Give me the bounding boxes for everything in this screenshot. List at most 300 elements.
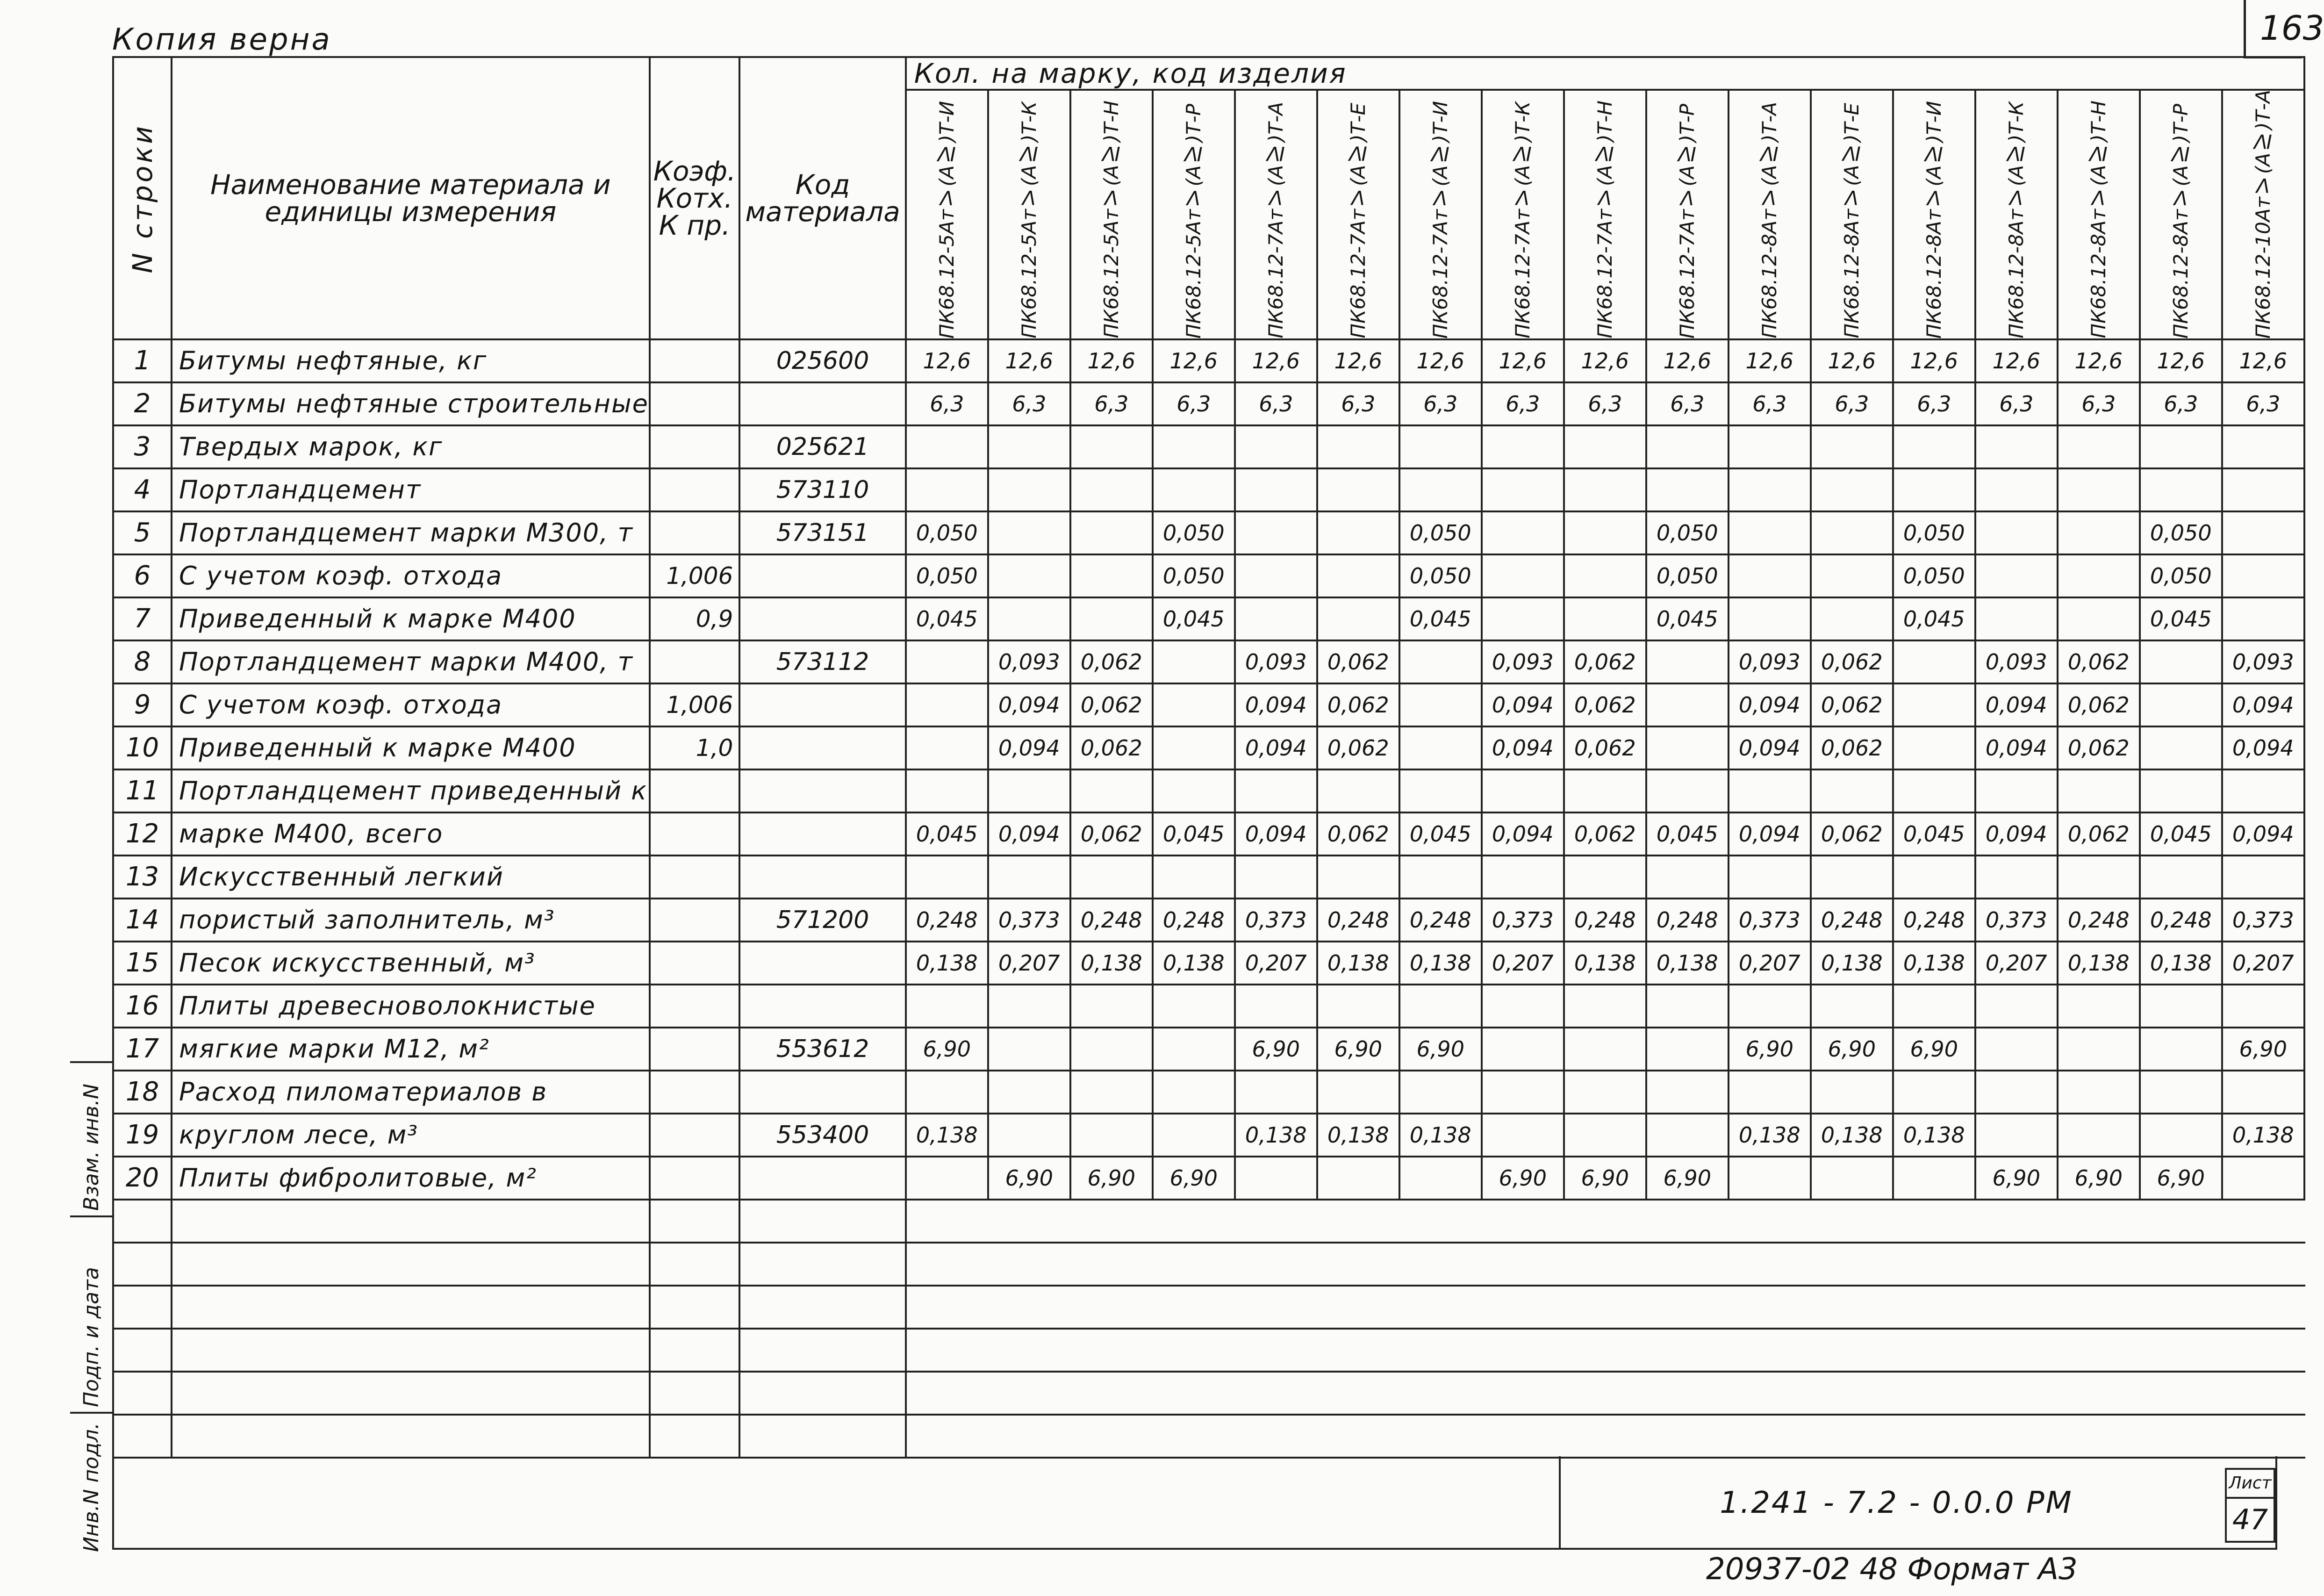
coefficient-header-text: Коэф. Котх. К пр. [653, 155, 736, 241]
quantity-cell: 0,062 [2058, 812, 2140, 856]
quantity-cell: 0,050 [906, 511, 988, 554]
quantity-cell: 12,6 [1893, 339, 1975, 382]
empty-cell [172, 1243, 650, 1286]
quantity-cell: 0,207 [988, 942, 1070, 985]
quantity-cell [1729, 1071, 1811, 1114]
quantity-cell [1646, 468, 1729, 511]
empty-cell [988, 1415, 1070, 1458]
quantity-cell [1399, 1071, 1482, 1114]
quantity-cell [1564, 985, 1646, 1028]
quantity-cell: 0,094 [1975, 812, 2058, 856]
quantity-cell: 0,045 [1893, 812, 1975, 856]
material-name-cell: Приведенный к марке М400 [172, 597, 650, 640]
quantity-cell: 0,050 [1153, 554, 1235, 597]
quantity-cell: 6,3 [1317, 382, 1399, 425]
row-number-cell: 20 [113, 1157, 172, 1200]
quantity-cell: 0,248 [2140, 899, 2222, 942]
quantity-cell: 0,248 [1399, 899, 1482, 942]
empty-cell [1646, 1243, 1729, 1286]
quantity-cell: 0,094 [1729, 812, 1811, 856]
empty-table-row [113, 1243, 2304, 1286]
stamp-divider [70, 1412, 112, 1414]
quantity-cell [2058, 1114, 2140, 1157]
quantity-cell [1317, 425, 1399, 468]
empty-cell [1811, 1200, 1893, 1243]
material-code-cell: 553400 [739, 1114, 905, 1157]
quantity-cell [2058, 597, 2140, 640]
quantity-cell: 0,045 [1399, 597, 1482, 640]
quantity-cell [1399, 856, 1482, 899]
quantity-cell [1729, 769, 1811, 812]
quantity-cell [1975, 425, 2058, 468]
quantity-cell: 0,062 [1070, 683, 1153, 726]
empty-cell [988, 1329, 1070, 1372]
empty-cell [1975, 1200, 2058, 1243]
quantity-cell [1893, 856, 1975, 899]
quantity-cell: 0,138 [1317, 942, 1399, 985]
quantity-cell [2140, 683, 2222, 726]
quantity-cell [1811, 425, 1893, 468]
empty-cell [1893, 1286, 1975, 1329]
material-code-cell: 553612 [739, 1028, 905, 1071]
empty-cell [1317, 1329, 1399, 1372]
quantity-cell: 0,045 [1153, 597, 1235, 640]
material-code-cell [739, 1071, 905, 1114]
empty-cell [1564, 1286, 1646, 1329]
quantity-cell: 0,093 [1482, 640, 1564, 683]
quantity-cell [1153, 1114, 1235, 1157]
quantity-cell: 12,6 [1482, 339, 1564, 382]
material-code-cell [739, 769, 905, 812]
quantity-cell: 0,050 [1893, 511, 1975, 554]
quantity-cell: 0,138 [1811, 1114, 1893, 1157]
quantity-cell: 0,138 [1070, 942, 1153, 985]
quantity-cell: 0,094 [988, 812, 1070, 856]
material-code-cell [739, 382, 905, 425]
empty-cell [739, 1243, 905, 1286]
empty-cell [1729, 1329, 1811, 1372]
quantity-cell [1235, 554, 1317, 597]
quantity-cell [988, 597, 1070, 640]
quantity-cell [1482, 985, 1564, 1028]
quantity-cell [1482, 1114, 1564, 1157]
quantity-cell: 0,050 [1893, 554, 1975, 597]
quantity-cell [906, 985, 988, 1028]
empty-cell [906, 1200, 988, 1243]
row-number-cell: 4 [113, 468, 172, 511]
product-code-header [1153, 90, 1235, 339]
product-code-header-text: ПК68.12-7АтⅤ(АⅣ)Т-К [1511, 101, 1534, 338]
quantity-cell: 0,207 [2222, 942, 2304, 985]
empty-cell [1070, 1286, 1153, 1329]
row-number-cell: 3 [113, 425, 172, 468]
empty-cell [172, 1372, 650, 1415]
sheet-box [2225, 1468, 2275, 1543]
quantity-cell [2222, 597, 2304, 640]
empty-cell [1153, 1200, 1235, 1243]
material-code-cell [739, 597, 905, 640]
row-number-cell: 9 [113, 683, 172, 726]
quantity-cell [1729, 1157, 1811, 1200]
quantity-cell [1646, 1114, 1729, 1157]
material-code-header [739, 57, 905, 339]
quantity-cell [1235, 511, 1317, 554]
quantity-cell: 6,3 [2140, 382, 2222, 425]
table-row [113, 554, 2304, 597]
empty-cell [739, 1200, 905, 1243]
quantity-cell [2140, 468, 2222, 511]
quantity-cell [1153, 985, 1235, 1028]
empty-cell [2058, 1200, 2140, 1243]
quantity-cell [1399, 425, 1482, 468]
table-row [113, 769, 2304, 812]
quantity-cell [1646, 726, 1729, 769]
quantity-cell: 0,062 [2058, 726, 2140, 769]
material-code-cell [739, 1157, 905, 1200]
material-name-cell: Искусственный легкий [172, 856, 650, 899]
quantity-cell: 0,248 [1564, 899, 1646, 942]
quantity-cell [1811, 468, 1893, 511]
quantity-cell: 0,093 [1975, 640, 2058, 683]
table-row [113, 1114, 2304, 1157]
materials-table [112, 56, 2305, 1459]
product-code-header-text: ПК68.12-5АтⅤ(АⅣ)Т-К [1017, 101, 1040, 338]
row-number-cell: 7 [113, 597, 172, 640]
empty-cell [1564, 1243, 1646, 1286]
quantity-cell [1399, 468, 1482, 511]
quantity-cell [1399, 985, 1482, 1028]
quantity-cell [1153, 425, 1235, 468]
empty-cell [2058, 1415, 2140, 1458]
quantity-cell [1153, 856, 1235, 899]
material-code-cell: 573112 [739, 640, 905, 683]
quantity-cell [2140, 769, 2222, 812]
quantity-cell: 6,3 [1482, 382, 1564, 425]
empty-cell [1646, 1286, 1729, 1329]
quantity-cell [1070, 1114, 1153, 1157]
quantity-cell: 0,094 [1975, 683, 2058, 726]
quantity-cell: 6,90 [1070, 1157, 1153, 1200]
quantity-cell [1975, 468, 2058, 511]
row-number-header-text: N строки [126, 123, 158, 273]
quantity-cell [1235, 1157, 1317, 1200]
table-row [113, 683, 2304, 726]
empty-cell [739, 1329, 905, 1372]
quantity-cell [906, 856, 988, 899]
table-row [113, 726, 2304, 769]
empty-cell [1646, 1415, 1729, 1458]
row-number-cell: 19 [113, 1114, 172, 1157]
quantity-cell [906, 726, 988, 769]
empty-cell [650, 1200, 740, 1243]
quantity-cell [1729, 425, 1811, 468]
quantity-cell [1811, 1157, 1893, 1200]
empty-cell [1235, 1372, 1317, 1415]
coefficient-cell [650, 985, 740, 1028]
coefficient-cell [650, 899, 740, 942]
quantity-cell: 0,062 [1811, 726, 1893, 769]
quantity-cell [1564, 554, 1646, 597]
empty-cell [1317, 1200, 1399, 1243]
product-code-header-text: ПК68.12-10АтⅤ(АⅣ)Т-А [2251, 89, 2274, 338]
empty-cell [1317, 1243, 1399, 1286]
material-code-header-text: Код материала [745, 169, 900, 228]
empty-cell [1975, 1243, 2058, 1286]
quantity-cell: 0,248 [1070, 899, 1153, 942]
empty-cell [2058, 1286, 2140, 1329]
quantity-cell [988, 554, 1070, 597]
table-row [113, 425, 2304, 468]
quantity-cell [1153, 769, 1235, 812]
empty-table-row [113, 1200, 2304, 1243]
quantity-cell [1482, 1071, 1564, 1114]
quantity-cell [1482, 468, 1564, 511]
empty-cell [1482, 1286, 1564, 1329]
document-code-box [1559, 1456, 2232, 1550]
empty-cell [1399, 1329, 1482, 1372]
empty-cell [906, 1329, 988, 1372]
material-name-cell: Плиты фибролитовые, м² [172, 1157, 650, 1200]
quantity-cell: 0,248 [2058, 899, 2140, 942]
quantity-cell: 0,062 [2058, 683, 2140, 726]
row-number-cell: 12 [113, 812, 172, 856]
quantity-cell [1975, 769, 2058, 812]
empty-cell [650, 1329, 740, 1372]
quantity-cell [1070, 597, 1153, 640]
table-row [113, 511, 2304, 554]
quantity-cell: 0,062 [1317, 640, 1399, 683]
quantity-cell [1235, 985, 1317, 1028]
product-code-header [1646, 90, 1729, 339]
quantity-cell [1070, 511, 1153, 554]
quantity-cell [1399, 640, 1482, 683]
table-row [113, 899, 2304, 942]
quantity-cell: 12,6 [1235, 339, 1317, 382]
quantity-cell [906, 425, 988, 468]
material-code-cell [739, 942, 905, 985]
quantity-cell [2140, 726, 2222, 769]
table-row [113, 1157, 2304, 1200]
coefficient-cell [650, 382, 740, 425]
quantity-cell [1975, 511, 2058, 554]
empty-cell [2222, 1286, 2304, 1329]
quantity-cell [1564, 769, 1646, 812]
quantity-cell [1235, 425, 1317, 468]
empty-cell [906, 1372, 988, 1415]
quantity-cell [1153, 1071, 1235, 1114]
coefficient-header [650, 57, 740, 339]
empty-cell [739, 1372, 905, 1415]
quantity-cell: 0,093 [2222, 640, 2304, 683]
quantity-cell: 12,6 [2222, 339, 2304, 382]
quantity-cell: 0,050 [1153, 511, 1235, 554]
quantity-cell: 6,3 [2058, 382, 2140, 425]
quantity-cell: 0,138 [1317, 1114, 1399, 1157]
quantity-cell [906, 468, 988, 511]
quantity-cell [906, 1071, 988, 1114]
quantity-cell: 0,094 [1729, 683, 1811, 726]
sheet-number: 163 [2260, 8, 2324, 48]
quantity-cell [1482, 425, 1564, 468]
empty-cell [2058, 1243, 2140, 1286]
coefficient-cell [650, 1157, 740, 1200]
copy-certified-note: Копия верна [112, 22, 332, 57]
quantity-cell: 0,138 [1646, 942, 1729, 985]
quantity-cell [1646, 769, 1729, 812]
quantity-cell [1893, 726, 1975, 769]
empty-cell [1399, 1243, 1482, 1286]
quantity-cell: 0,050 [2140, 554, 2222, 597]
empty-cell [1482, 1329, 1564, 1372]
empty-cell [113, 1243, 172, 1286]
quantity-cell: 0,248 [1153, 899, 1235, 942]
empty-cell [1564, 1372, 1646, 1415]
quantity-cell: 0,050 [1646, 554, 1729, 597]
quantity-cell: 0,138 [2222, 1114, 2304, 1157]
quantity-cell [1317, 468, 1399, 511]
quantity-cell: 12,6 [1975, 339, 2058, 382]
quantity-cell [988, 1114, 1070, 1157]
quantity-cell: 12,6 [1646, 339, 1729, 382]
quantity-cell [1317, 1071, 1399, 1114]
document-code: 1.241 - 7.2 - 0.0.0 РМ [1720, 1486, 2073, 1520]
quantity-cell [988, 856, 1070, 899]
quantity-cell: 0,062 [2058, 640, 2140, 683]
quantity-cell [1646, 640, 1729, 683]
quantity-cell [1975, 554, 2058, 597]
quantity-cell [2222, 985, 2304, 1028]
product-code-header-text: ПК68.12-5АтⅤ(АⅣ)Т-Р [1182, 103, 1205, 338]
product-code-header [2058, 90, 2140, 339]
empty-cell [1153, 1372, 1235, 1415]
row-number-cell: 15 [113, 942, 172, 985]
coefficient-cell [650, 425, 740, 468]
stamp-replacement-label: Взам. инв.N [79, 1084, 103, 1211]
quantity-cell [988, 468, 1070, 511]
row-number-cell: 17 [113, 1028, 172, 1071]
quantity-cell [1975, 1028, 2058, 1071]
empty-cell [1893, 1243, 1975, 1286]
material-name-cell: Битумы нефтяные, кг [172, 339, 650, 382]
coefficient-cell [650, 339, 740, 382]
empty-cell [988, 1200, 1070, 1243]
quantity-cell: 12,6 [988, 339, 1070, 382]
table-row [113, 468, 2304, 511]
empty-cell [1317, 1372, 1399, 1415]
product-code-header-text: ПК68.12-7АтⅤ(АⅣ)Т-А [1264, 102, 1287, 338]
product-code-header [1482, 90, 1564, 339]
quantity-cell [1235, 597, 1317, 640]
quantity-cell: 0,062 [1317, 726, 1399, 769]
empty-cell [1482, 1372, 1564, 1415]
quantity-cell [1399, 683, 1482, 726]
quantity-cell: 0,138 [1893, 942, 1975, 985]
quantity-cell: 6,3 [1975, 382, 2058, 425]
material-code-cell: 573151 [739, 511, 905, 554]
quantity-cell [2058, 425, 2140, 468]
quantity-cell: 0,050 [1399, 554, 1482, 597]
table-row [113, 1071, 2304, 1114]
quantity-cell: 6,90 [1811, 1028, 1893, 1071]
quantity-cell: 0,138 [1235, 1114, 1317, 1157]
product-code-header [1317, 90, 1399, 339]
quantity-cell: 0,045 [1646, 597, 1729, 640]
table-body [113, 339, 2304, 1458]
quantity-cell: 0,062 [1317, 812, 1399, 856]
empty-cell [650, 1243, 740, 1286]
quantity-cell: 0,062 [1564, 640, 1646, 683]
material-name-cell: Плиты древесноволокнистые [172, 985, 650, 1028]
quantity-cell: 0,138 [1729, 1114, 1811, 1157]
row-number-cell: 10 [113, 726, 172, 769]
quantity-cell: 0,138 [1399, 942, 1482, 985]
quantity-cell [1893, 985, 1975, 1028]
empty-cell [2222, 1415, 2304, 1458]
quantity-cell [988, 1028, 1070, 1071]
material-code-cell: 025600 [739, 339, 905, 382]
empty-cell [650, 1415, 740, 1458]
quantity-cell: 0,050 [2140, 511, 2222, 554]
coefficient-cell [650, 511, 740, 554]
quantity-cell [2222, 1157, 2304, 1200]
quantity-cell [1893, 683, 1975, 726]
product-code-header [1975, 90, 2058, 339]
empty-cell [1235, 1286, 1317, 1329]
quantity-cell [1564, 425, 1646, 468]
quantity-cell: 0,094 [2222, 812, 2304, 856]
table-row [113, 382, 2304, 425]
coefficient-cell [650, 942, 740, 985]
quantity-cell: 6,90 [1482, 1157, 1564, 1200]
quantity-cell: 6,3 [2222, 382, 2304, 425]
row-number-cell: 18 [113, 1071, 172, 1114]
quantity-cell [1811, 597, 1893, 640]
material-name-header-text: Наименование материала и единицы измерения [210, 169, 611, 228]
quantity-cell [1317, 1157, 1399, 1200]
quantity-cell: 0,062 [1070, 640, 1153, 683]
quantity-cell [2058, 511, 2140, 554]
quantity-cell: 0,248 [1811, 899, 1893, 942]
coefficient-cell: 1,006 [650, 683, 740, 726]
quantity-cell: 0,094 [988, 683, 1070, 726]
empty-cell [1070, 1243, 1153, 1286]
quantity-cell [1153, 1028, 1235, 1071]
quantity-cell: 0,094 [1235, 683, 1317, 726]
material-name-header [172, 57, 650, 339]
quantity-cell: 0,094 [1235, 812, 1317, 856]
quantity-cell [2140, 985, 2222, 1028]
quantity-cell [1729, 985, 1811, 1028]
table-row [113, 1028, 2304, 1071]
quantity-cell [1811, 554, 1893, 597]
quantity-cell: 6,90 [2140, 1157, 2222, 1200]
quantity-cell [2058, 468, 2140, 511]
quantity-cell [988, 511, 1070, 554]
quantity-cell: 0,062 [1317, 683, 1399, 726]
quantity-cell: 0,373 [2222, 899, 2304, 942]
quantity-cell [1235, 856, 1317, 899]
quantity-cell: 12,6 [2058, 339, 2140, 382]
empty-cell [1729, 1286, 1811, 1329]
empty-cell [1811, 1243, 1893, 1286]
quantity-cell: 0,094 [1482, 726, 1564, 769]
quantity-cell [1235, 769, 1317, 812]
quantity-cell: 0,045 [2140, 597, 2222, 640]
material-name-cell: Портландцемент марки М400, т [172, 640, 650, 683]
quantity-cell [1975, 985, 2058, 1028]
quantity-cell: 0,062 [1070, 812, 1153, 856]
quantity-cell [2140, 1071, 2222, 1114]
